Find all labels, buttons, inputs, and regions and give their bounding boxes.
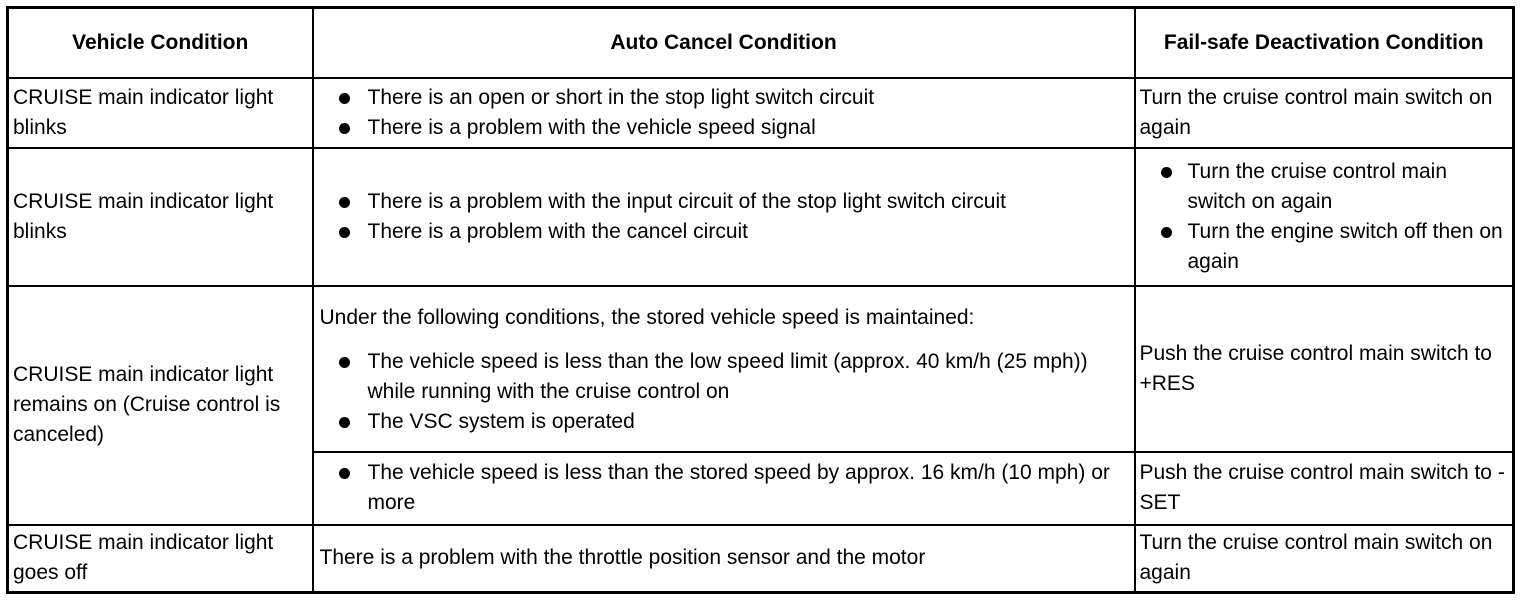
auto-cancel-cell: There is a problem with the throttle position sensor and the motor <box>313 525 1135 593</box>
bullet-icon <box>339 417 350 428</box>
vehicle-condition-cell: CRUISE main indicator light blinks <box>8 78 313 148</box>
table-row <box>8 286 1514 453</box>
bullet-icon <box>339 227 350 238</box>
bullet-icon <box>339 93 350 104</box>
bullet-icon <box>339 468 350 479</box>
vehicle-condition-cell: CRUISE main indicator light blinks <box>8 148 313 286</box>
fail-safe-cell: Push the cruise control main switch to +RES <box>1135 286 1514 453</box>
fail-safe-cell: Turn the cruise control main switch on again <box>1135 525 1514 593</box>
bullet-icon <box>1161 227 1172 238</box>
fail-safe-cell: Turn the cruise control main switch on again <box>1135 78 1514 148</box>
auto-cancel-cell <box>313 452 1135 524</box>
fail-safe-cell <box>1135 148 1514 286</box>
fail-safe-item: Turn the cruise control main switch on again <box>1142 157 1507 217</box>
cruise-control-condition-table <box>6 6 1515 594</box>
auto-cancel-intro: Under the following conditions, the stored vehicle speed is maintained: <box>319 305 975 329</box>
table-row <box>8 78 1514 148</box>
bullet-icon <box>339 197 350 208</box>
auto-cancel-item: The vehicle speed is less than the low speed limit (approx. 40 km/h (25 mph)) while running with the cruise control on <box>320 347 1128 407</box>
bullet-icon <box>339 123 350 134</box>
bullet-icon <box>339 357 350 368</box>
auto-cancel-item: There is an open or short in the stop light switch circuit <box>320 83 1128 113</box>
table-row <box>8 148 1514 286</box>
auto-cancel-item: There is a problem with the vehicle speed signal <box>320 113 1128 143</box>
auto-cancel-cell <box>313 286 1135 453</box>
vehicle-condition-cell: CRUISE main indicator light goes off <box>8 525 313 593</box>
fail-safe-item: Turn the engine switch off then on again <box>1142 217 1507 277</box>
table-row <box>8 525 1514 593</box>
auto-cancel-item: The VSC system is operated <box>320 407 1128 437</box>
bullet-icon <box>1161 167 1172 178</box>
vehicle-condition-cell: CRUISE main indicator light remains on (Cruise control is canceled) <box>8 286 313 525</box>
auto-cancel-item: The vehicle speed is less than the stored speed by approx. 16 km/h (10 mph) or more <box>320 458 1128 518</box>
header-vehicle-condition: Vehicle Condition <box>8 8 313 78</box>
header-fail-safe-deactivation: Fail-safe Deactivation Condition <box>1135 8 1514 78</box>
fail-safe-cell: Push the cruise control main switch to -SET <box>1135 452 1514 524</box>
header-auto-cancel-condition: Auto Cancel Condition <box>313 8 1135 78</box>
header-row <box>8 8 1514 78</box>
auto-cancel-item: There is a problem with the input circuit of the stop light switch circuit <box>320 187 1128 217</box>
auto-cancel-cell <box>313 148 1135 286</box>
auto-cancel-item: There is a problem with the cancel circuit <box>320 217 1128 247</box>
auto-cancel-cell <box>313 78 1135 148</box>
